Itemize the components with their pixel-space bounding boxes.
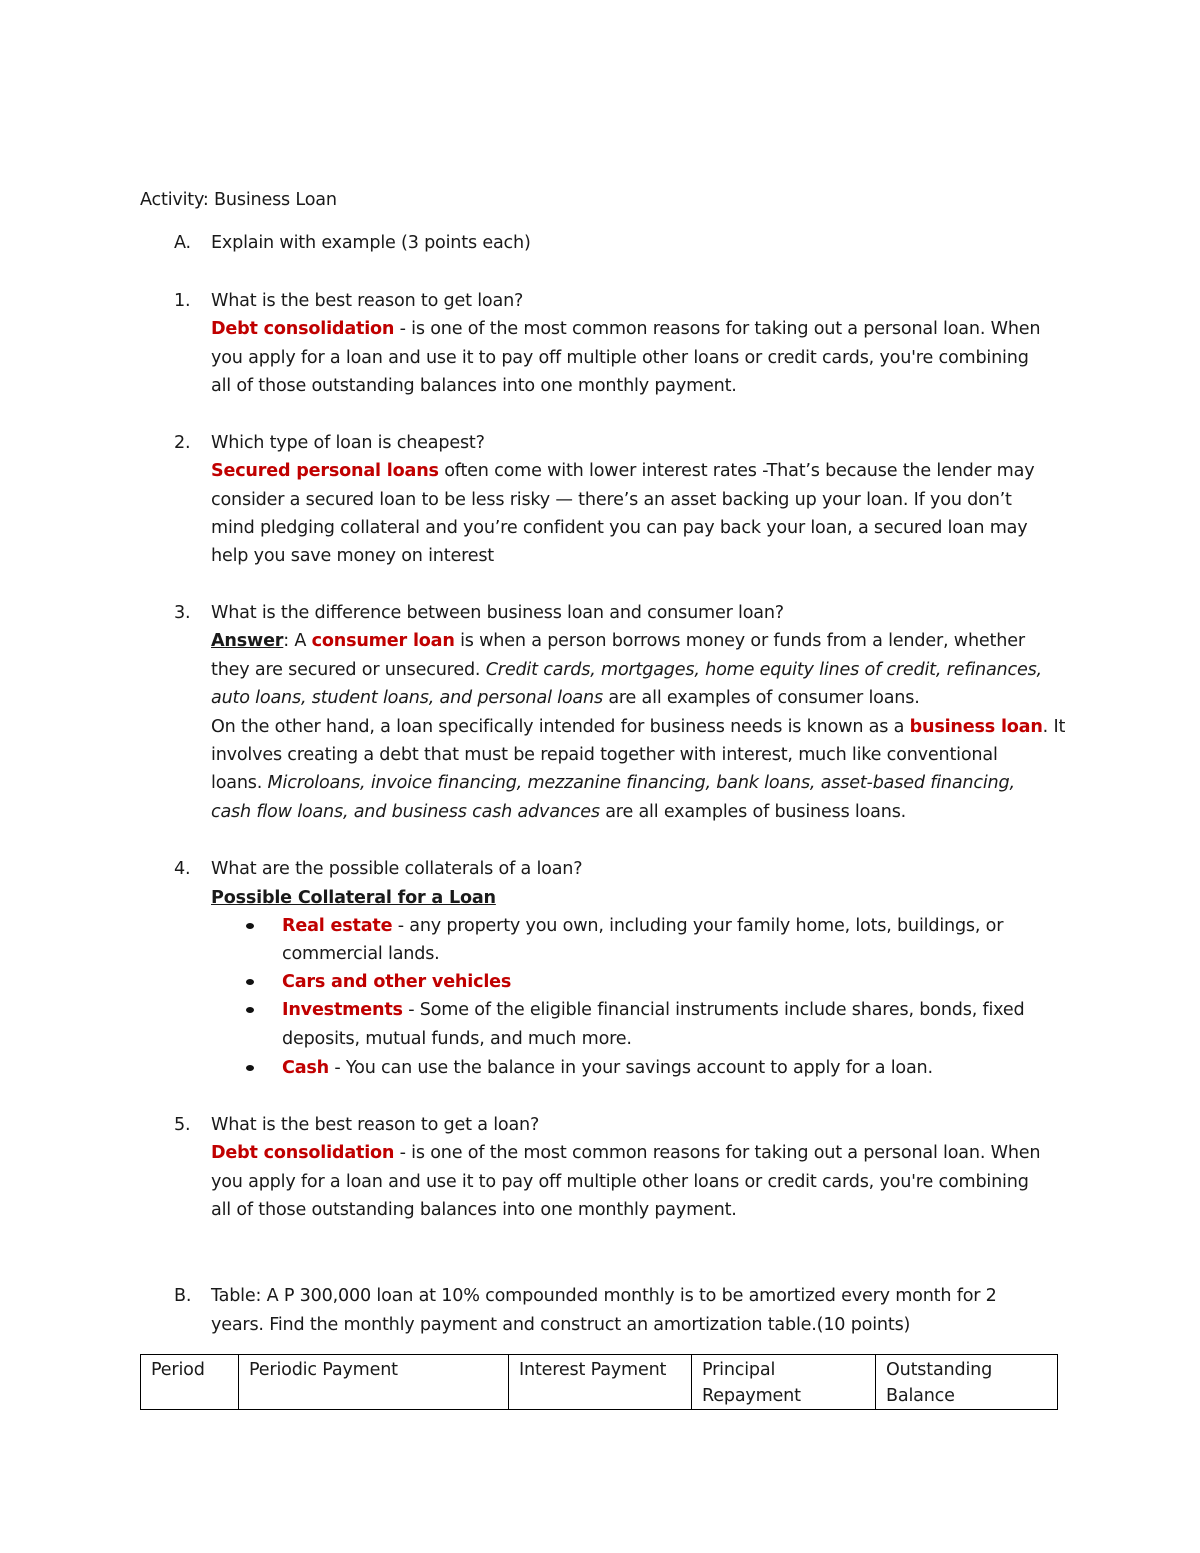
q5-answer-line1 xyxy=(211,1139,1040,1167)
collateral-investments-cont: deposits, mutual funds, and much more. xyxy=(282,1029,632,1049)
collateral-investments-term: Investments xyxy=(282,1000,403,1020)
q3-business-examples-2: cash flow loans, and business cash advances xyxy=(211,802,600,822)
col-principal-label: Principal xyxy=(702,1360,776,1380)
q3-answer-line3 xyxy=(211,684,920,712)
collateral-real-estate-term: Real estate xyxy=(282,916,393,936)
amortization-table xyxy=(140,1354,1058,1410)
col-principal-repayment xyxy=(692,1355,876,1410)
q5-question: What is the best reason to get a loan? xyxy=(211,1115,540,1135)
q3-business-examples-1: Microloans, invoice financing, mezzanine financing, bank loans, asset-based financing, xyxy=(267,773,1015,793)
q2-question: Which type of loan is cheapest? xyxy=(211,433,485,453)
q3-text4: On the other hand, a loan specifically intended for business needs is known as a xyxy=(211,717,910,737)
q4-heading: Possible Collateral for a Loan xyxy=(211,888,496,908)
q2-answer-line4: help you save money on interest xyxy=(211,546,495,566)
bullet-icon xyxy=(246,923,254,929)
bullet-icon xyxy=(246,1065,254,1071)
q1-text1: - is one of the most common reasons for taking out a personal loan. When xyxy=(394,319,1041,339)
collateral-vehicles-term: Cars and other vehicles xyxy=(282,972,512,992)
collateral-cash-text: - You can use the balance in your savings account to apply for a loan. xyxy=(328,1058,933,1078)
q4-number: 4. xyxy=(174,859,191,879)
bullet-icon xyxy=(246,979,254,985)
q3-consumer-examples-2: auto loans, student loans, and personal loans xyxy=(211,688,603,708)
q3-text6: loans. xyxy=(211,773,268,793)
document-title: Activity: Business Loan xyxy=(140,190,337,210)
q2-answer-line1 xyxy=(211,457,1034,485)
q3-answer-line1 xyxy=(211,627,1025,655)
q1-question: What is the best reason to get loan? xyxy=(211,291,524,311)
q3-answer-line2 xyxy=(211,656,1042,684)
q3-text3: are all examples of consumer loans. xyxy=(602,688,920,708)
q2-answer-line2: consider a secured loan to be less risky — there’s an asset backing up your loan. If you don’t xyxy=(211,490,1012,510)
collateral-real-estate-cont: commercial lands. xyxy=(282,944,440,964)
table-header-row xyxy=(141,1355,1058,1410)
collateral-investments-text: - Some of the eligible financial instruments include shares, bonds, fixed xyxy=(402,1000,1025,1020)
q1-number: 1. xyxy=(174,291,191,311)
collateral-real-estate xyxy=(282,912,1003,940)
q3-text1: is when a person borrows money or funds from a lender, whether xyxy=(454,631,1025,651)
q5-number: 5. xyxy=(174,1115,191,1135)
q3-consumer-term: consumer loan xyxy=(311,631,455,651)
section-b-line1: Table: A P 300,000 loan at 10% compounded monthly is to be amortized every month for 2 xyxy=(211,1286,997,1306)
q1-term: Debt consolidation xyxy=(211,319,395,339)
col-period: Period xyxy=(141,1355,239,1410)
section-b-line2: years. Find the monthly payment and construct an amortization table.(10 points) xyxy=(211,1315,911,1335)
q1-answer-line2: you apply for a loan and use it to pay off multiple other loans or credit cards, you're combining xyxy=(211,348,1029,368)
section-a-text: Explain with example (3 points each) xyxy=(211,233,531,253)
q3-answer-line7 xyxy=(211,798,906,826)
q5-term: Debt consolidation xyxy=(211,1143,395,1163)
col-outstanding-balance xyxy=(876,1355,1058,1410)
collateral-cash xyxy=(282,1054,933,1082)
q2-term: Secured personal loans xyxy=(211,461,439,481)
collateral-vehicles xyxy=(282,968,511,996)
section-b-marker: B. xyxy=(174,1286,192,1306)
col-interest-payment: Interest Payment xyxy=(509,1355,692,1410)
q4-question: What are the possible collaterals of a loan? xyxy=(211,859,583,879)
q3-answer-line4 xyxy=(211,713,1065,741)
collateral-real-estate-text: - any property you own, including your family home, lots, buildings, or xyxy=(392,916,1004,936)
q1-answer-line1 xyxy=(211,315,1040,343)
q5-answer-line2: you apply for a loan and use it to pay off multiple other loans or credit cards, you're combining xyxy=(211,1172,1029,1192)
q3-text2: they are secured or unsecured. xyxy=(211,660,486,680)
col-outstanding-label: Outstanding xyxy=(886,1360,993,1380)
col-periodic-payment: Periodic Payment xyxy=(239,1355,509,1410)
q2-number: 2. xyxy=(174,433,191,453)
q3-question: What is the difference between business loan and consumer loan? xyxy=(211,603,784,623)
bullet-icon xyxy=(246,1007,254,1013)
q5-text1: - is one of the most common reasons for taking out a personal loan. When xyxy=(394,1143,1041,1163)
q3-answer-line5: involves creating a debt that must be repaid together with interest, much like conventional xyxy=(211,745,998,765)
q2-answer-line3: mind pledging collateral and you’re confident you can pay back your loan, a secured loan may xyxy=(211,518,1028,538)
q2-text1: often come with lower interest rates -That’s because the lender may xyxy=(438,461,1035,481)
collateral-investments xyxy=(282,996,1024,1024)
collateral-cash-term: Cash xyxy=(282,1058,329,1078)
q3-text4-end: . It xyxy=(1042,717,1066,737)
section-a-marker: A. xyxy=(174,233,191,253)
q3-consumer-examples-1: Credit cards, mortgages, home equity lines of credit, refinances, xyxy=(485,660,1042,680)
q3-number: 3. xyxy=(174,603,191,623)
q1-answer-line3: all of those outstanding balances into one monthly payment. xyxy=(211,376,737,396)
col-balance-label: Balance xyxy=(886,1386,955,1406)
q5-answer-line3: all of those outstanding balances into one monthly payment. xyxy=(211,1200,737,1220)
col-repayment-label: Repayment xyxy=(702,1386,801,1406)
q3-answer-label: Answer xyxy=(211,631,284,651)
q3-text7: are all examples of business loans. xyxy=(599,802,907,822)
q3-answer-colon: : A xyxy=(283,631,312,651)
q3-answer-line6 xyxy=(211,769,1015,797)
q3-business-term: business loan xyxy=(909,717,1043,737)
